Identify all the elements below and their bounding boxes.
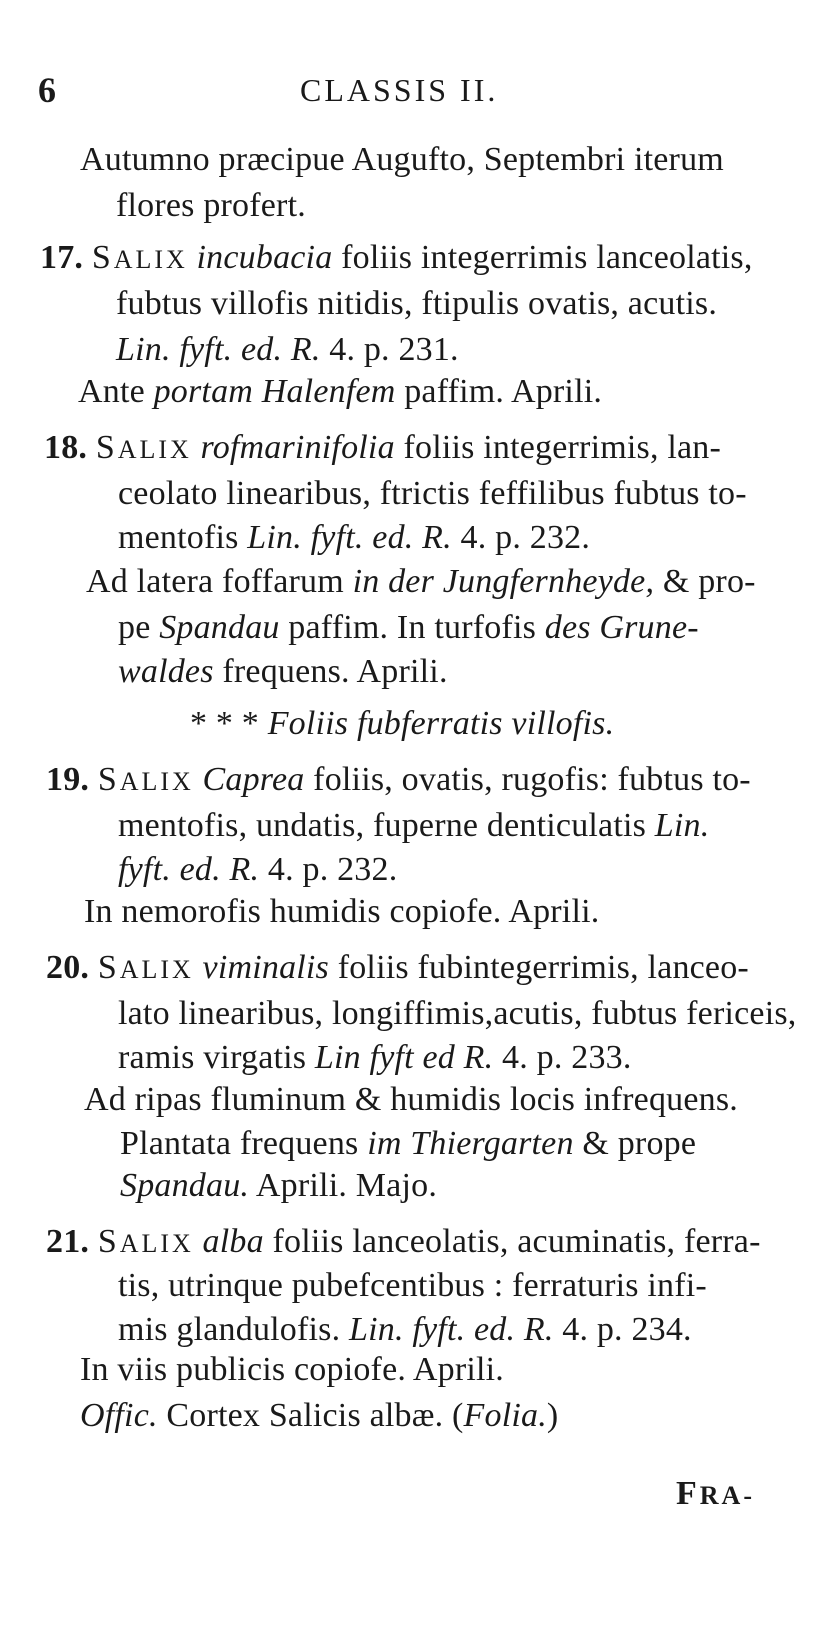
species-name: incubacia xyxy=(196,239,333,276)
text-segment: & pro- xyxy=(654,563,756,600)
reference-abbrev: Lin. fyft. ed. R. xyxy=(349,1311,554,1348)
species-name: viminalis xyxy=(202,949,329,986)
text-line: flores profert. xyxy=(116,187,306,224)
place-name: im Thiergarten xyxy=(367,1125,574,1162)
habitat-line xyxy=(118,652,448,692)
reference-page: 4. p. 234. xyxy=(553,1311,692,1348)
reference-line xyxy=(118,1310,692,1350)
entry-number: 21. xyxy=(46,1223,90,1260)
habitat-line xyxy=(120,1166,437,1206)
genus-name: SALIX xyxy=(97,761,194,798)
reference-page: 4. p. 233. xyxy=(493,1039,632,1076)
page-number: 6 xyxy=(38,70,57,110)
officinal-line xyxy=(80,1396,558,1436)
text-line: Autumno præcipue Augufto, Septembri iterum xyxy=(80,141,724,178)
habitat-line: In viis publicis copiofe. Aprili. xyxy=(80,1351,504,1388)
entry-19-heading xyxy=(46,760,751,802)
reference-abbrev: Lin. xyxy=(654,807,710,844)
habitat-line: In nemorofis humidis copiofe. Aprili. xyxy=(84,893,600,930)
species-name: Caprea xyxy=(202,761,305,798)
species-name: alba xyxy=(202,1223,264,1260)
catchword: FRA- xyxy=(676,1475,755,1512)
text-segment: mentofis, undatis, fuperne denticulatis xyxy=(118,807,655,844)
description-text: foliis integerrimis, lan- xyxy=(394,429,722,466)
habitat-line xyxy=(120,1124,696,1164)
place-name: portam Halenfem xyxy=(153,373,396,410)
genus-name: SALIX xyxy=(97,949,194,986)
genus-name: SALIX xyxy=(95,429,192,466)
habitat-line xyxy=(118,608,699,648)
text-segment: Cortex Salicis albæ. ( xyxy=(157,1397,464,1434)
asterisks: * * * xyxy=(190,705,268,742)
reference-line xyxy=(118,1038,632,1078)
entry-21-heading xyxy=(46,1222,761,1264)
description-text: foliis integerrimis lanceolatis, xyxy=(332,239,753,276)
description-text: foliis fubintegerrimis, lanceo- xyxy=(329,949,749,986)
text-segment: Ante xyxy=(78,373,154,410)
officinal-label: Offic. xyxy=(80,1397,158,1434)
reference-line xyxy=(116,330,459,370)
reference-abbrev: fyft. ed. R. xyxy=(118,851,260,888)
reference-abbrev: Lin. fyft. ed. R. xyxy=(116,331,321,368)
subsection-heading xyxy=(190,704,614,744)
entry-number: 19. xyxy=(46,761,90,798)
text-segment: mentofis xyxy=(118,519,248,556)
text-segment: Aprili. Majo. xyxy=(249,1167,438,1204)
reference-line xyxy=(118,850,397,890)
entry-20-heading xyxy=(46,948,749,990)
subsection-title: Foliis fubferratis villofis. xyxy=(267,705,615,742)
text-line: lato linearibus, longiffimis,acutis, fubtus fericeis, xyxy=(118,995,797,1032)
genus-name: SALIX xyxy=(91,239,188,276)
text-segment: frequens. Aprili. xyxy=(213,653,448,690)
entry-number: 20. xyxy=(46,949,90,986)
text-segment: paffim. Aprili. xyxy=(395,373,603,410)
habitat-line: Ad ripas fluminum & humidis locis infrequens. xyxy=(84,1081,738,1118)
species-name: rofmarinifolia xyxy=(200,429,395,466)
text-segment: pe xyxy=(118,609,160,646)
running-title: CLASSIS II. xyxy=(300,72,499,108)
place-name: Spandau xyxy=(159,609,280,646)
text-line: fubtus villofis nitidis, ftipulis ovatis, acutis. xyxy=(116,285,718,322)
reference-page: 4. p. 231. xyxy=(320,331,459,368)
place-name: des Grune- xyxy=(544,609,699,646)
entry-17-heading xyxy=(40,238,753,280)
text-segment: ramis virgatis xyxy=(118,1039,315,1076)
place-name: Spandau. xyxy=(120,1167,250,1204)
text-segment: mis glandulofis. xyxy=(118,1311,350,1348)
plant-part: Folia. xyxy=(463,1397,547,1434)
text-segment: Plantata frequens xyxy=(120,1125,368,1162)
reference-page: 4. p. 232. xyxy=(259,851,398,888)
habitat-line xyxy=(86,562,756,602)
entry-18-heading xyxy=(44,428,721,470)
reference-line xyxy=(118,806,709,846)
text-segment: & prope xyxy=(573,1125,697,1162)
text-line: ceolato linearibus, ftrictis feffilibus fubtus to- xyxy=(118,475,747,512)
entry-number: 17. xyxy=(40,239,84,276)
text-line: tis, utrinque pubefcentibus : ferraturis infi- xyxy=(118,1267,707,1304)
entry-number: 18. xyxy=(44,429,88,466)
genus-name: SALIX xyxy=(97,1223,194,1260)
description-text: foliis lanceolatis, acuminatis, ferra- xyxy=(263,1223,761,1260)
reference-abbrev: Lin. fyft. ed. R. xyxy=(247,519,452,556)
reference-line xyxy=(118,518,590,558)
text-segment: Ad latera foffarum xyxy=(86,563,353,600)
place-name: in der Jungfernheyde, xyxy=(352,563,655,600)
reference-page: 4. p. 232. xyxy=(451,519,591,556)
habitat-line xyxy=(78,372,602,412)
description-text: foliis, ovatis, rugofis: fubtus to- xyxy=(304,761,751,798)
reference-abbrev: Lin fyft ed R. xyxy=(314,1039,494,1076)
place-name: waldes xyxy=(118,653,214,690)
text-segment: paffim. In turfofis xyxy=(279,609,545,646)
text-segment: ) xyxy=(546,1397,559,1434)
